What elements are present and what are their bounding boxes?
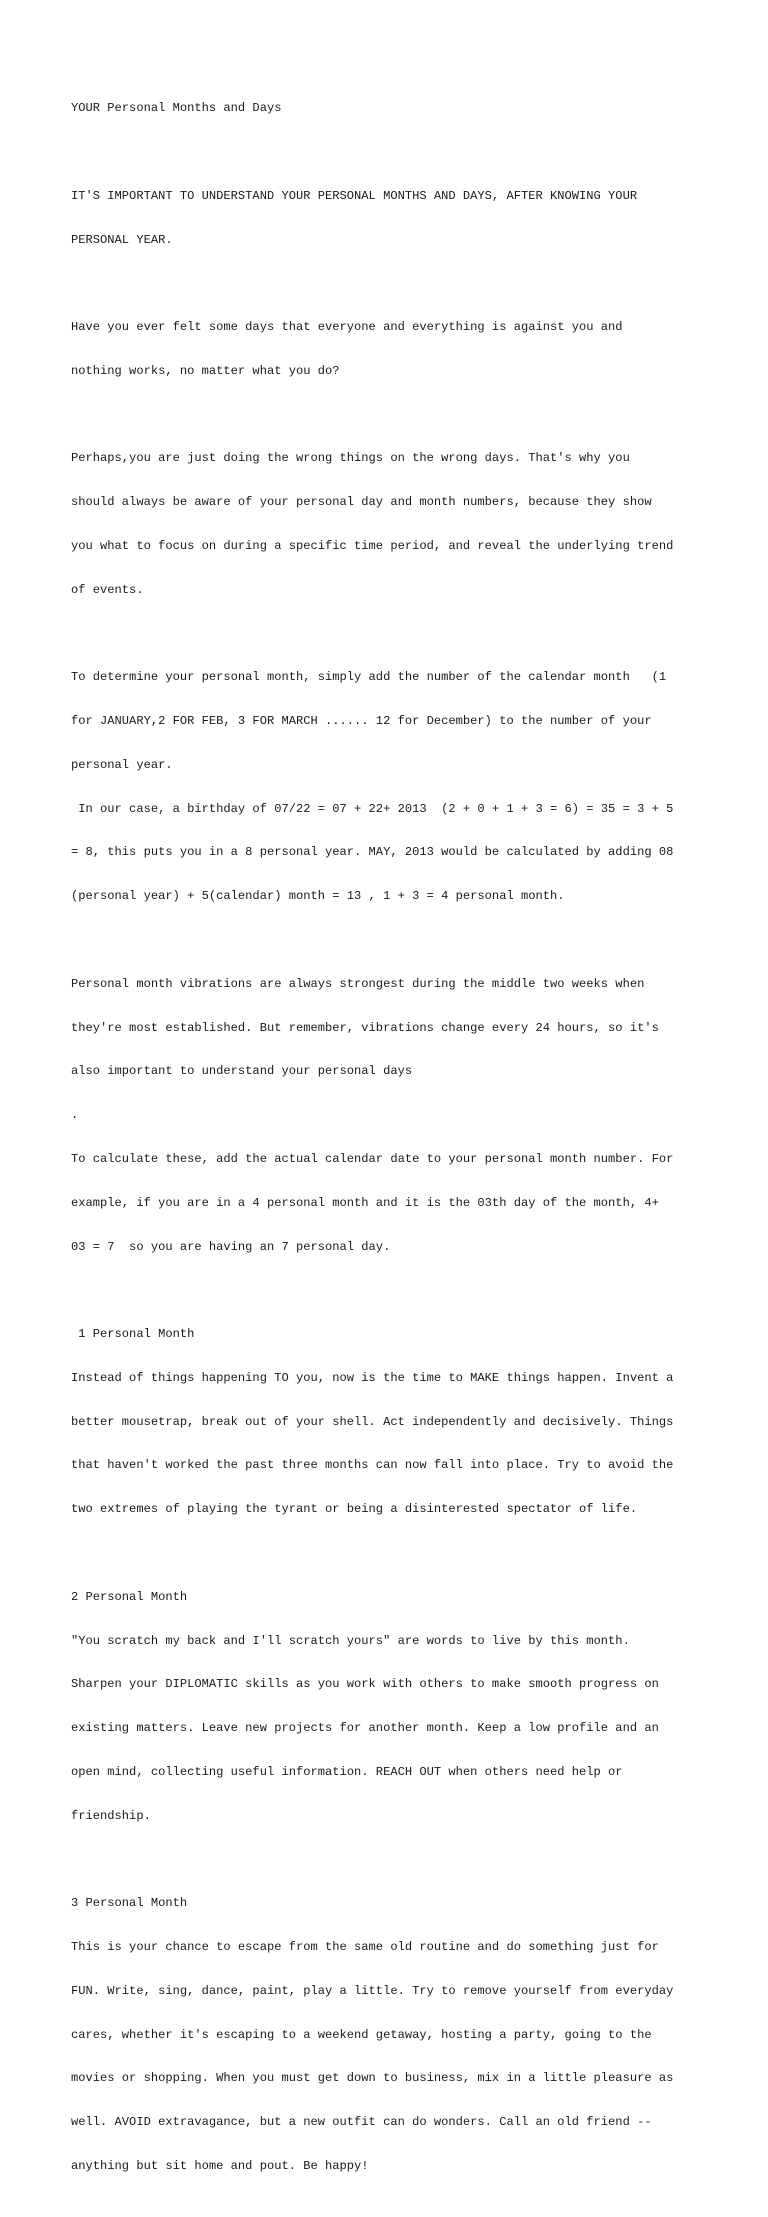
- text-line: To determine your personal month, simply add the number of the calendar month (1: [71, 670, 667, 685]
- personal-month-calculation: [71, 641, 721, 933]
- text-line: friendship.: [71, 1808, 151, 1823]
- text-line: FUN. Write, sing, dance, paint, play a little. Try to remove yourself from everyday: [71, 1983, 674, 1998]
- text-line: of events.: [71, 582, 144, 597]
- text-line: YOUR Personal Months and Days: [71, 101, 282, 116]
- text-line: 03 = 7 so you are having an 7 personal day.: [71, 1239, 391, 1254]
- personal-month-1-section: [71, 1298, 721, 1546]
- text-line: Have you ever felt some days that everyone and everything is against you and: [71, 320, 623, 335]
- text-line: movies or shopping. When you must get down to business, mix in a little pleasure as: [71, 2071, 674, 2086]
- document-title: [71, 72, 721, 145]
- personal-month-3-section: [71, 1867, 721, 2203]
- text-line: that haven't worked the past three months can now fall into place. Try to avoid the: [71, 1458, 674, 1473]
- text-line: In our case, a birthday of 07/22 = 07 + 22+ 2013 (2 + 0 + 1 + 3 = 6) = 35 = 3 + 5: [71, 801, 674, 816]
- intro-heading: [71, 160, 721, 277]
- text-line: IT'S IMPORTANT TO UNDERSTAND YOUR PERSONAL MONTHS AND DAYS, AFTER KNOWING YOUR: [71, 188, 638, 203]
- text-line: for JANUARY,2 FOR FEB, 3 FOR MARCH ...... 12 for December) to the number of your: [71, 714, 652, 729]
- text-line: well. AVOID extravagance, but a new outfit can do wonders. Call an old friend --: [71, 2115, 652, 2130]
- text-line: To calculate these, add the actual calendar date to your personal month number. For: [71, 1151, 674, 1166]
- text-line: they're most established. But remember, vibrations change every 24 hours, so it's: [71, 1020, 659, 1035]
- document-body: [71, 72, 721, 2217]
- text-line: anything but sit home and pout. Be happy!: [71, 2158, 369, 2173]
- text-line: cares, whether it's escaping to a weekend getaway, hosting a party, going to the: [71, 2027, 652, 2042]
- text-line: Sharpen your DIPLOMATIC skills as you work with others to make smooth progress on: [71, 1677, 659, 1692]
- personal-day-calculation: [71, 948, 721, 1284]
- section-heading: 3 Personal Month: [71, 1896, 188, 1911]
- text-line: personal year.: [71, 757, 173, 772]
- text-line: better mousetrap, break out of your shell. Act independently and decisively. Things: [71, 1414, 674, 1429]
- text-line: This is your chance to escape from the same old routine and do something just for: [71, 1940, 659, 1954]
- text-line: PERSONAL YEAR.: [71, 232, 173, 247]
- text-line: Personal month vibrations are always strongest during the middle two weeks when: [71, 976, 645, 991]
- personal-month-2-section: [71, 1561, 721, 1853]
- text-line: two extremes of playing the tyrant or being a disinterested spectator of life.: [71, 1502, 638, 1517]
- text-line: open mind, collecting useful information. REACH OUT when others need help or: [71, 1764, 623, 1779]
- text-line: Perhaps,you are just doing the wrong things on the wrong days. That's why you: [71, 451, 630, 466]
- question-paragraph: [71, 291, 721, 408]
- text-line: nothing works, no matter what you do?: [71, 363, 340, 378]
- section-heading: 2 Personal Month: [71, 1589, 188, 1604]
- text-line: = 8, this puts you in a 8 personal year. MAY, 2013 would be calculated by adding 08: [71, 845, 674, 860]
- text-line: existing matters. Leave new projects for another month. Keep a low profile and an: [71, 1721, 659, 1736]
- text-line: "You scratch my back and I'll scratch yours" are words to live by this month.: [71, 1633, 630, 1648]
- text-line: Instead of things happening TO you, now is the time to MAKE things happen. Invent a: [71, 1370, 674, 1385]
- text-line: example, if you are in a 4 personal month and it is the 03th day of the month, 4+: [71, 1195, 659, 1210]
- text-line: you what to focus on during a specific time period, and reveal the underlying trend: [71, 539, 674, 553]
- section-heading: 1 Personal Month: [71, 1327, 195, 1342]
- text-line: (personal year) + 5(calendar) month = 13 , 1 + 3 = 4 personal month.: [71, 889, 565, 904]
- text-line: should always be aware of your personal day and month numbers, because they show: [71, 495, 652, 510]
- text-line: also important to understand your personal days: [71, 1064, 413, 1079]
- text-line: .: [71, 1108, 79, 1123]
- explanation-paragraph: [71, 422, 721, 626]
